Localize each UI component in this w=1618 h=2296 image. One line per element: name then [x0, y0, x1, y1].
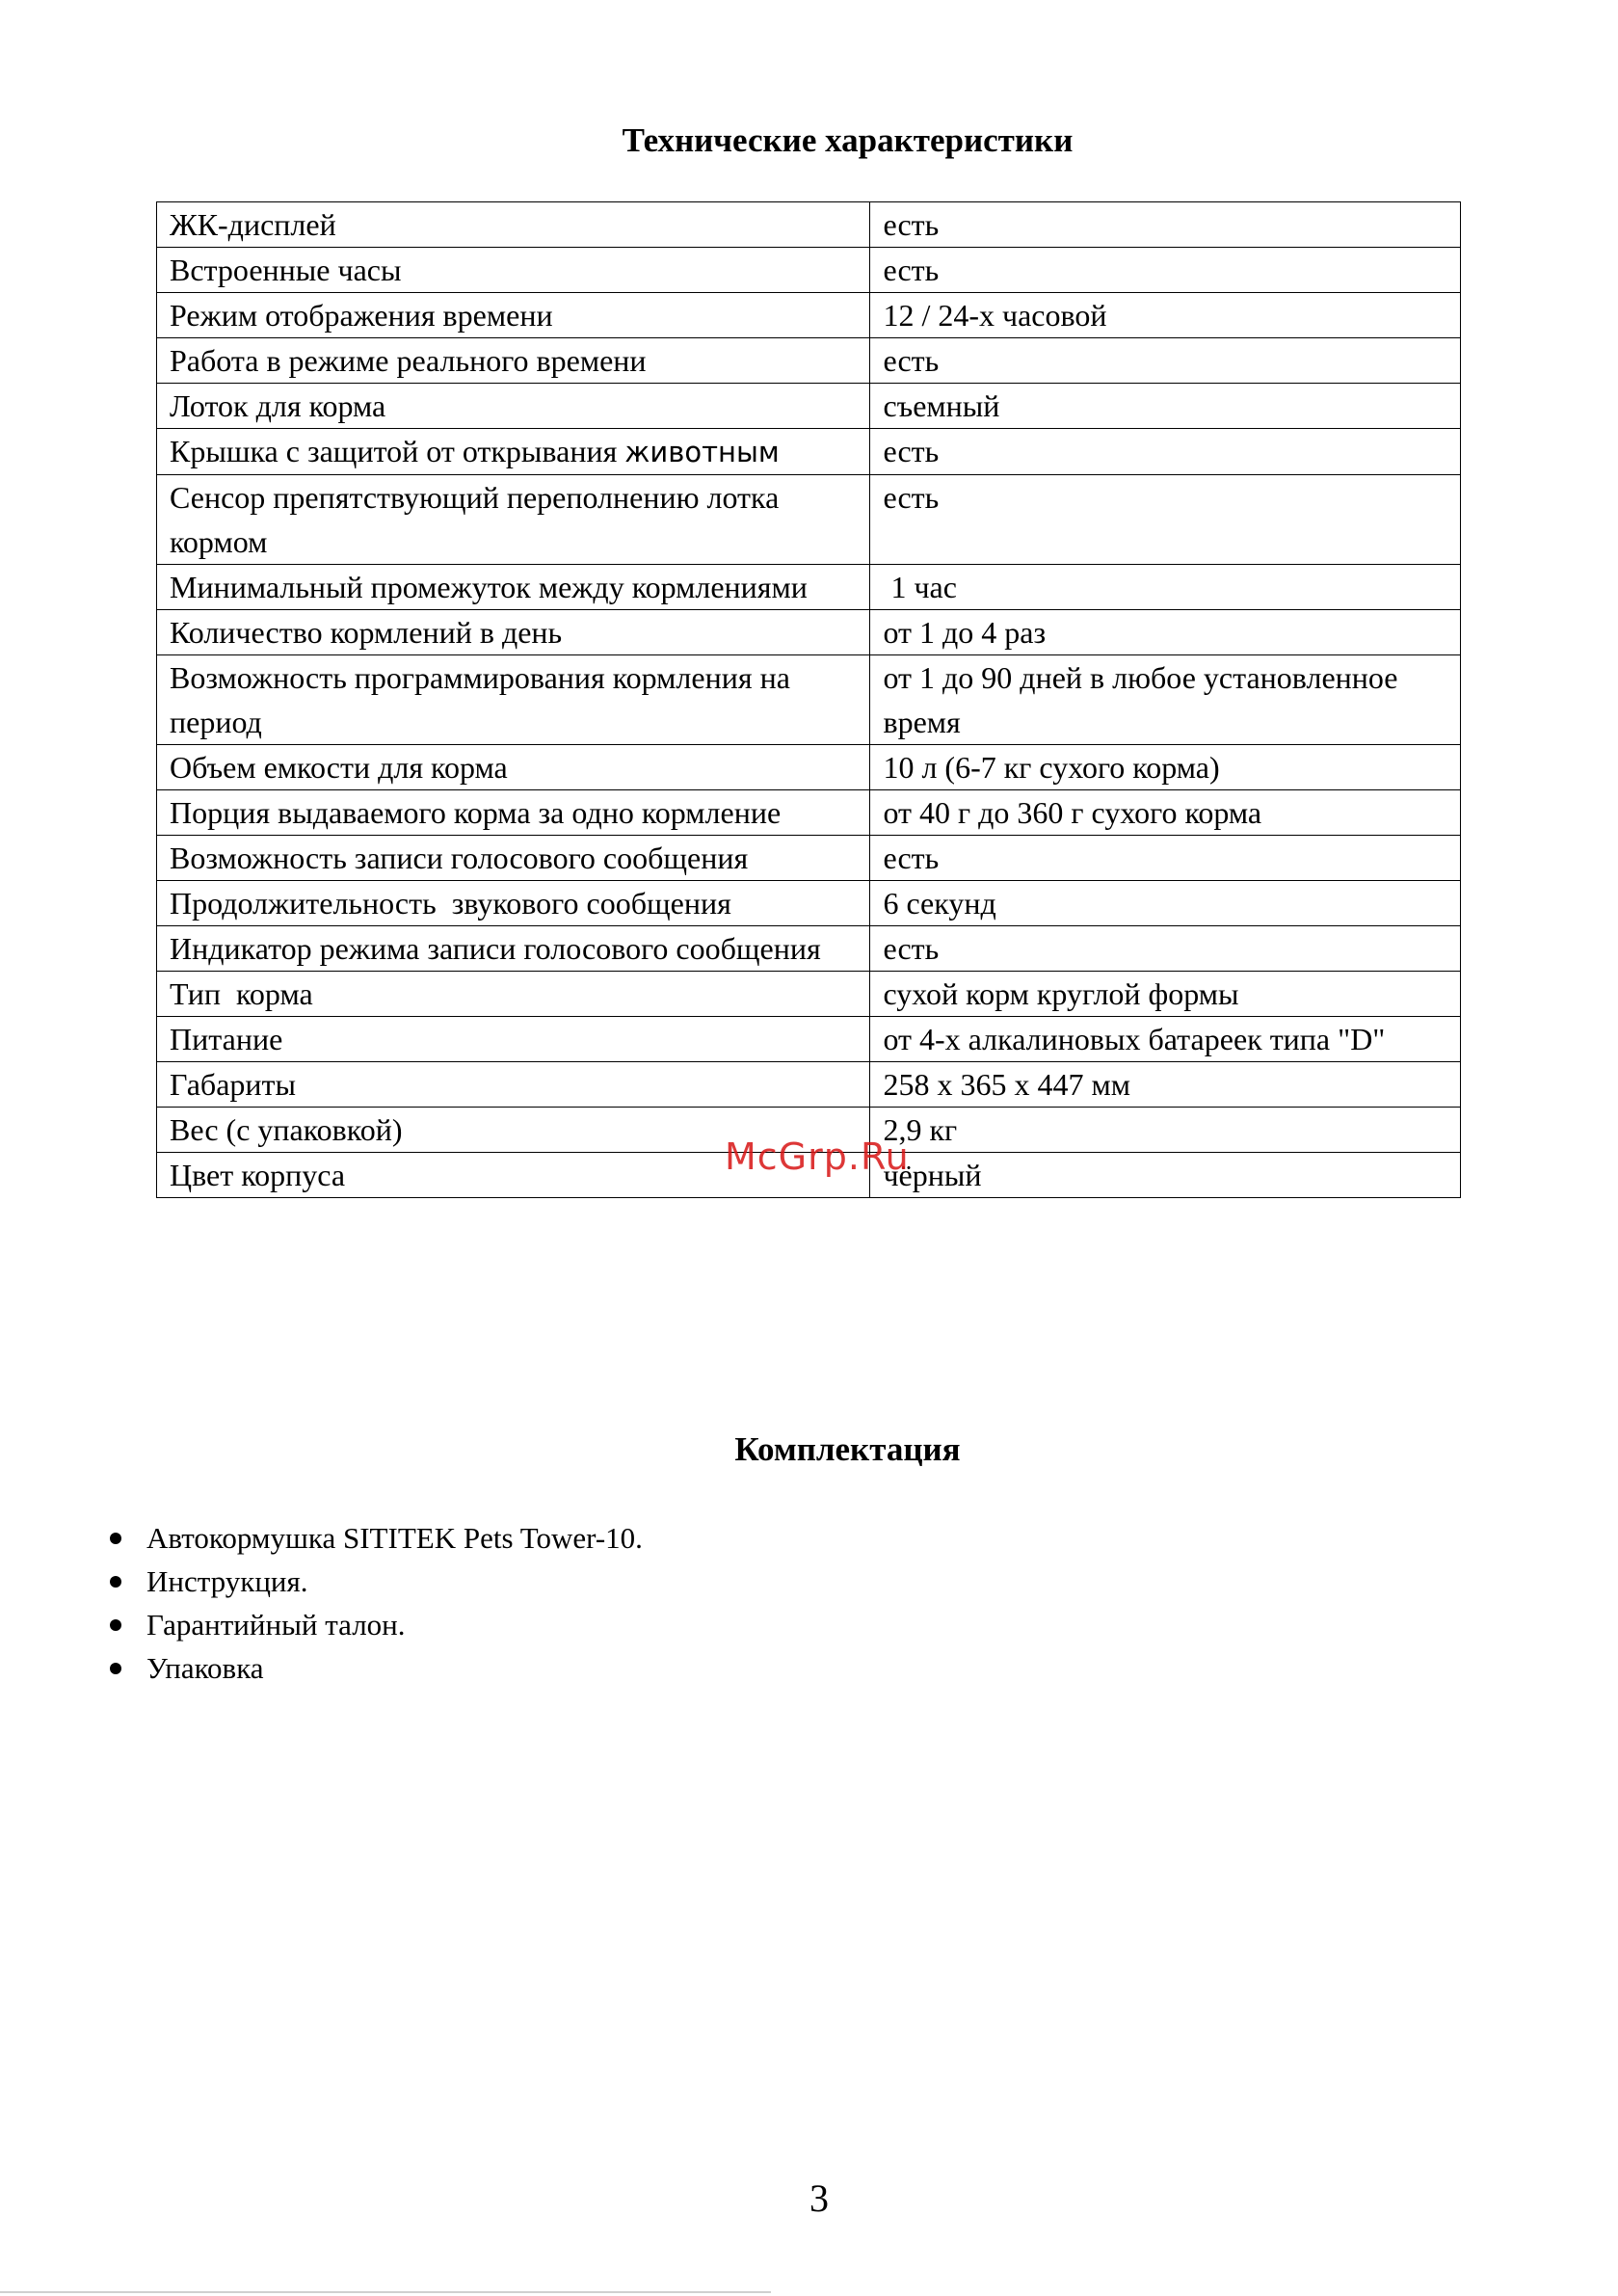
table-row [157, 475, 1461, 565]
table-row [157, 384, 1461, 429]
table-row [157, 745, 1461, 790]
spec-value: 1 час [870, 565, 1461, 610]
spec-value: от 40 г до 360 г сухого корма [870, 790, 1461, 836]
list-item-text: Упаковка [146, 1651, 264, 1685]
spec-param-text: Крышка с защитой от открывания [170, 434, 618, 468]
spec-value: есть [870, 475, 1461, 565]
list-item [106, 1646, 643, 1690]
table-row [157, 202, 1461, 248]
table-row [157, 293, 1461, 338]
spec-param: Габариты [157, 1062, 870, 1108]
spec-param: Встроенные часы [157, 248, 870, 293]
list-item [106, 1603, 643, 1646]
spec-value: есть [870, 202, 1461, 248]
table-row [157, 248, 1461, 293]
spec-value: есть [870, 926, 1461, 972]
bullet-icon [110, 1533, 121, 1544]
bullet-icon [110, 1619, 121, 1631]
table-row [157, 836, 1461, 881]
bottom-divider [0, 2291, 771, 2293]
table-row [157, 1062, 1461, 1108]
specs-title: Технические характеристики [622, 121, 1074, 159]
table-row [157, 610, 1461, 655]
spec-param: Возможность записи голосового сообщения [157, 836, 870, 881]
spec-value: 12 / 24-х часовой [870, 293, 1461, 338]
list-item [106, 1560, 643, 1603]
spec-param-tail: животным [624, 436, 780, 468]
spec-param: Сенсор препятствующий переполнению лотка кормом [157, 475, 870, 565]
spec-value: сухой корм круглой формы [870, 972, 1461, 1017]
spec-value: есть [870, 429, 1461, 475]
spec-param: Продолжительность звукового сообщения [157, 881, 870, 926]
spec-param: ЖК-дисплей [157, 202, 870, 248]
spec-param: Объем емкости для корма [157, 745, 870, 790]
spec-value: от 1 до 4 раз [870, 610, 1461, 655]
spec-value: съемный [870, 384, 1461, 429]
spec-value: есть [870, 836, 1461, 881]
table-row [157, 655, 1461, 745]
kit-title: Комплектация [734, 1430, 961, 1468]
table-row [157, 338, 1461, 384]
spec-param [157, 429, 870, 475]
spec-param: Вес (с упаковкой) [157, 1108, 870, 1153]
spec-value: чёрный [870, 1153, 1461, 1198]
table-row [157, 565, 1461, 610]
bullet-icon [110, 1576, 121, 1588]
page-number: 3 [809, 2176, 829, 2220]
spec-value: от 4-х алкалиновых батареек типа "D" [870, 1017, 1461, 1062]
spec-param: Возможность программирования кормления на период [157, 655, 870, 745]
spec-value: 10 л (6-7 кг сухого корма) [870, 745, 1461, 790]
spec-param: Порция выдаваемого корма за одно кормление [157, 790, 870, 836]
spec-value: есть [870, 248, 1461, 293]
bullet-icon [110, 1663, 121, 1674]
table-row [157, 926, 1461, 972]
table-row [157, 972, 1461, 1017]
kit-list [106, 1516, 643, 1690]
spec-param: Лоток для корма [157, 384, 870, 429]
spec-value: 2,9 кг [870, 1108, 1461, 1153]
spec-param: Питание [157, 1017, 870, 1062]
spec-param: Работа в режиме реального времени [157, 338, 870, 384]
spec-value: 258 х 365 х 447 мм [870, 1062, 1461, 1108]
watermark: McGrp.Ru [725, 1135, 910, 1178]
spec-param: Количество кормлений в день [157, 610, 870, 655]
table-row [157, 1017, 1461, 1062]
spec-param: Режим отображения времени [157, 293, 870, 338]
spec-param: Индикатор режима записи голосового сообщения [157, 926, 870, 972]
specs-table [156, 201, 1461, 1198]
table-row [157, 790, 1461, 836]
spec-param: Тип корма [157, 972, 870, 1017]
spec-value: 6 секунд [870, 881, 1461, 926]
list-item-text: Гарантийный талон. [146, 1608, 406, 1642]
list-item [106, 1516, 643, 1560]
table-row [157, 881, 1461, 926]
table-row [157, 429, 1461, 475]
spec-value: от 1 до 90 дней в любое установленное время [870, 655, 1461, 745]
list-item-text: Инструкция. [146, 1564, 308, 1598]
spec-value: есть [870, 338, 1461, 384]
list-item-text: Автокормушка SITITEK Pets Tower-10. [146, 1521, 643, 1555]
spec-param: Минимальный промежуток между кормлениями [157, 565, 870, 610]
spec-param: Цвет корпуса [157, 1153, 870, 1198]
